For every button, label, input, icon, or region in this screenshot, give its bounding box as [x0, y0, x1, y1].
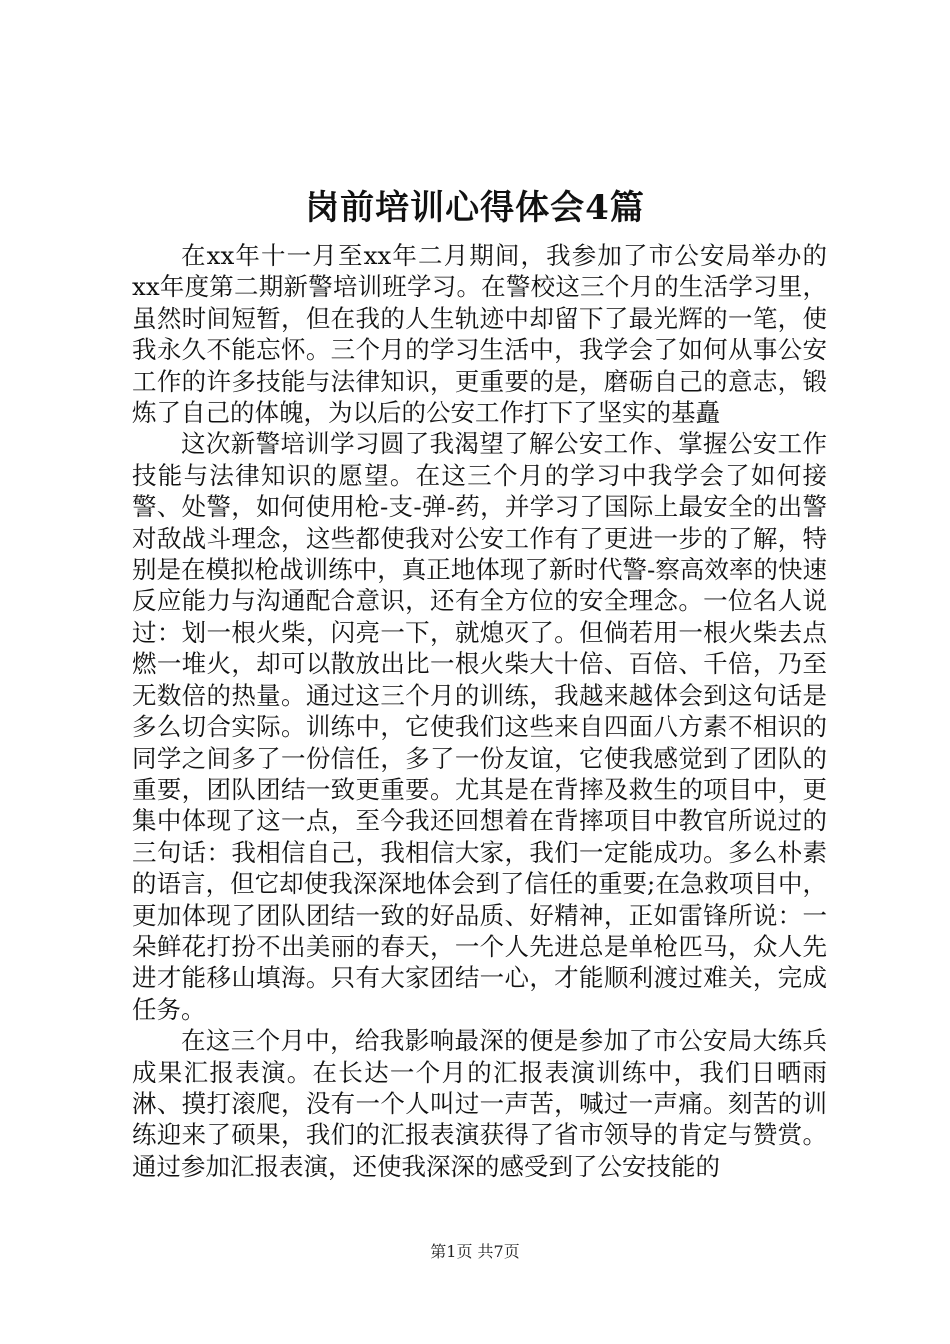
document-title: 岗前培训心得体会4篇: [305, 188, 645, 228]
page-number-footer: 第1页 共7页: [430, 1242, 520, 1261]
paragraph-2: 这次新警培训学习圆了我渴望了解公安工作、掌握公安工作技能与法律知识的愿望。在这三个月的学习中我学会了如何接警、处警，如何使用枪-支-弹-药，并学习了国际上最安全的出警对敌战斗理念，这些都使我对公安工作有了更进一步的了解，特别是在模拟枪战训练中，真正地体现了新时代警-察高效率的快速反应能力与沟通配合意识，还有全方位的安全理念。一位名人说过：划一根火柴，闪亮一下，就熄灭了。但倘若用一根火柴去点燃一堆火，却可以散放出比一根火柴大十倍、百倍、千倍，乃至无数倍的热量。通过这三个月的训练，我越来越体会到这句话是多么切合实际。训练中，它使我们这些来自四面八方素不相识的同学之间多了一份信任，多了一份友谊，它使我感觉到了团队的重要，团队团结一致更重要。尤其是在背摔及救生的项目中，更集中体现了这一点，至今我还回想着在背摔项目中教官所说过的三句话：我相信自己，我相信大家，我们一定能成功。多么朴素的语言，但它却使我深深地体会到了信任的重要;在急救项目中，更加体现了团队团结一致的好品质、好精神，正如雷锋所说：一朵鲜花打扮不出美丽的春天，一个人先进总是单枪匹马，众人先进才能移山填海。只有大家团结一心，才能顺利渡过难关，完成任务。: [132, 429, 827, 1024]
paragraph-1: 在xx年十一月至xx年二月期间，我参加了市公安局举办的xx年度第二期新警培训班学习。在警校这三个月的生活学习里，虽然时间短暂，但在我的人生轨迹中却留下了最光辉的一笔，使我永久不能忘怀。三个月的学习生活中，我学会了如何从事公安工作的许多技能与法律知识，更重要的是，磨砺自己的意志，锻炼了自己的体魄，为以后的公安工作打下了坚实的基矗: [132, 241, 827, 428]
paragraph-3: 在这三个月中，给我影响最深的便是参加了市公安局大练兵成果汇报表演。在长达一个月的汇报表演训练中，我们日晒雨淋、摸打滚爬，没有一个人叫过一声苦，喊过一声痛。刻苦的训练迎来了硕果，我们的汇报表演获得了省市领导的肯定与赞赏。通过参加汇报表演，还使我深深的感受到了公安技能的: [132, 1026, 827, 1181]
document-body: [132, 240, 827, 1182]
